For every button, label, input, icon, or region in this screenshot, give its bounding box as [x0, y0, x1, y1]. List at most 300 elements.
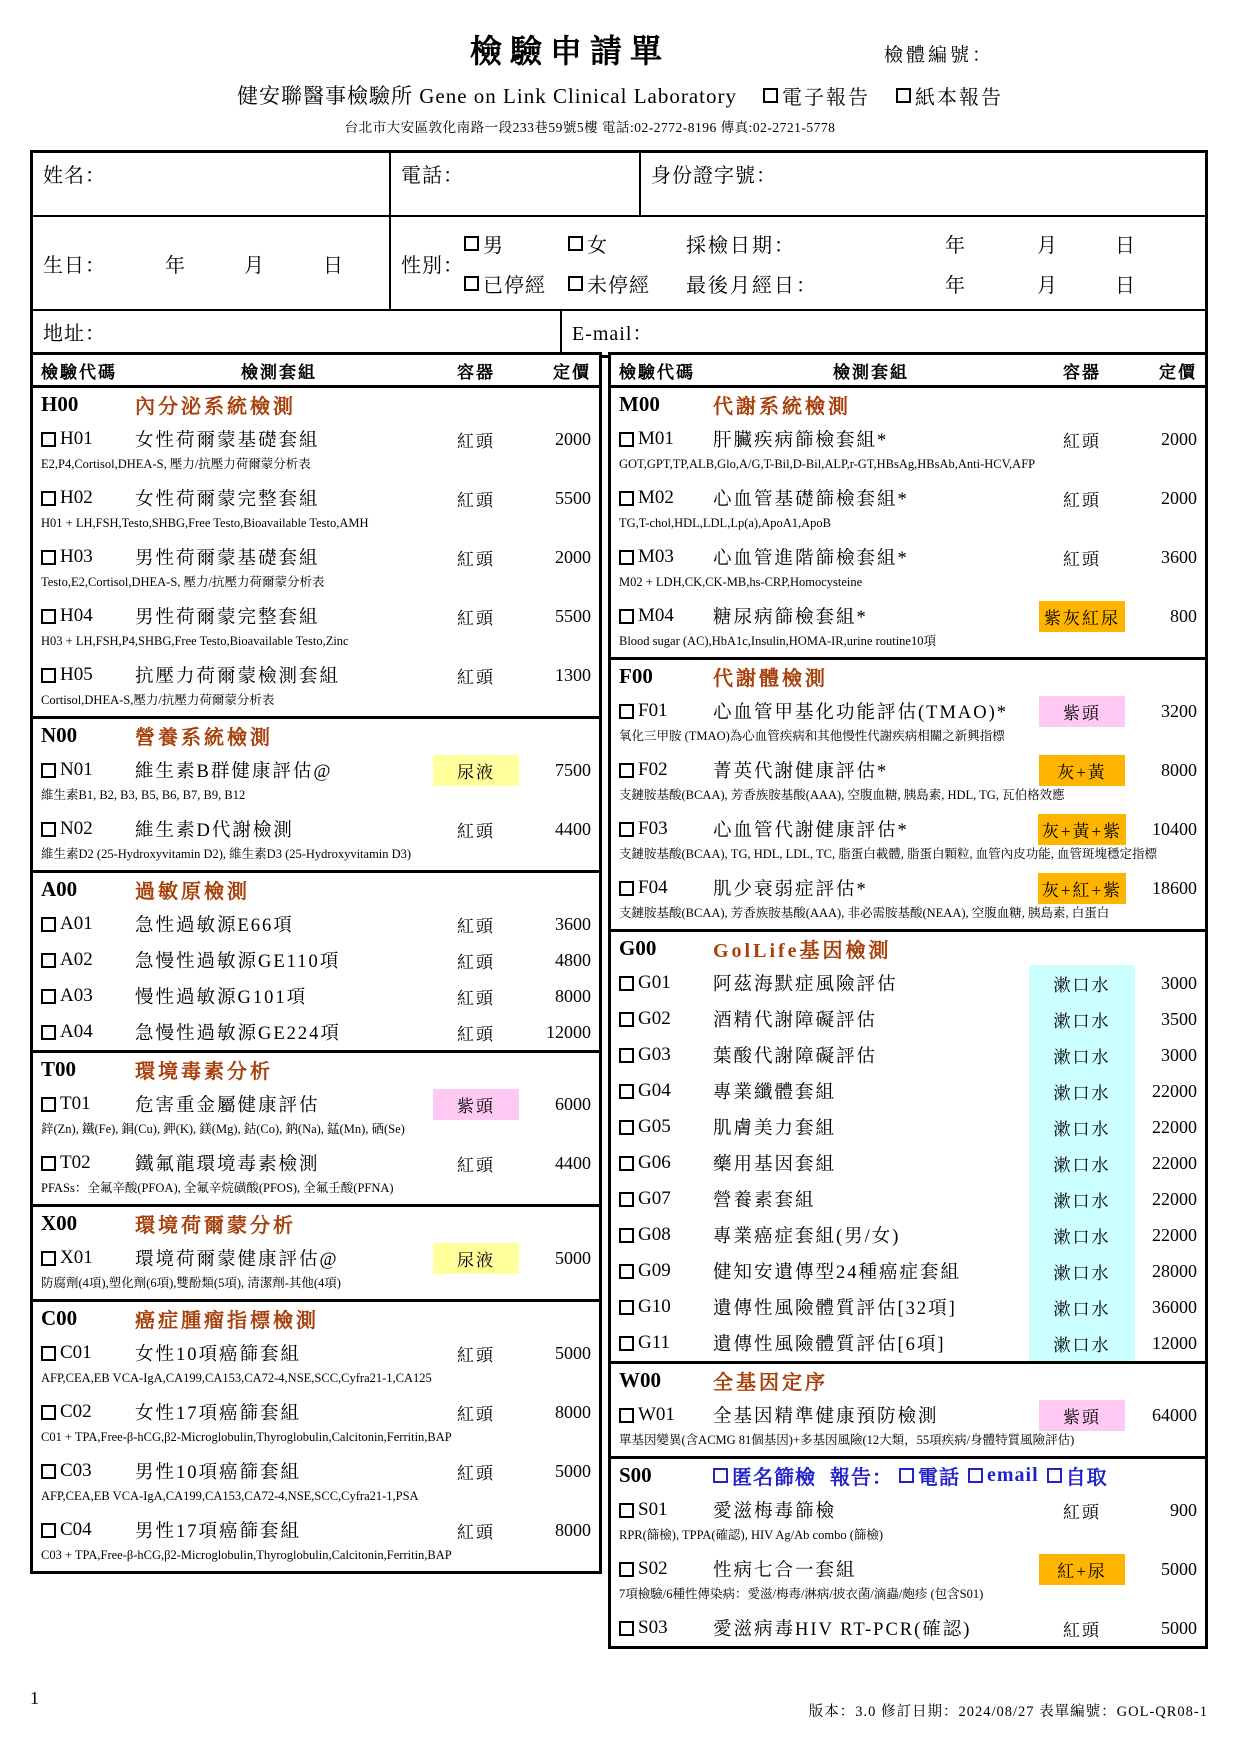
container-highlight: 灰+黃+紫 — [1038, 814, 1126, 845]
C01-checkbox[interactable] — [41, 1346, 56, 1361]
price: 5500 — [555, 487, 591, 508]
F01-checkbox[interactable] — [619, 704, 634, 719]
container-type: 紅頭 — [457, 952, 495, 972]
test-description: AFP,CEA,EB VCA-IgA,CA199,CA153,CA72-4,NSE,SCC,Cyfra21-1,CA125 — [41, 1371, 432, 1385]
price: 3000 — [1161, 1044, 1197, 1065]
test-code: M03 — [638, 546, 674, 567]
test-code-cell — [611, 1001, 713, 1037]
G06-checkbox[interactable] — [619, 1156, 634, 1171]
container-type: 紅頭 — [457, 490, 495, 510]
price: 8000 — [555, 985, 591, 1006]
test-code: C02 — [60, 1401, 92, 1422]
report-method-option-label: 電話 — [918, 1467, 960, 1489]
test-name: 全基因精準健康預防檢測 — [713, 1407, 939, 1427]
container-type — [1029, 1551, 1135, 1587]
address-field[interactable]: 地址： — [43, 323, 106, 345]
test-row-A02 — [33, 942, 599, 978]
test-name: 菁英代謝健康評估* — [713, 762, 889, 782]
test-row-G01 — [611, 965, 1205, 1001]
section-G00 — [611, 929, 1205, 1361]
price: 3500 — [1161, 1008, 1197, 1029]
test-row-C04 — [33, 1512, 599, 1548]
test-table-left — [30, 352, 602, 1574]
test-code-cell — [33, 1145, 135, 1181]
test-code: C04 — [60, 1519, 92, 1540]
test-code-cell — [611, 870, 713, 906]
container-highlight: 尿液 — [433, 1243, 519, 1274]
container-type — [1029, 870, 1135, 906]
checkbox-icon[interactable] — [568, 236, 583, 251]
test-description: Blood sugar (AC),HbA1c,Insulin,HOMA-IR,urine routine10項 — [619, 634, 936, 648]
test-code-cell — [611, 1073, 713, 1109]
price: 6000 — [555, 1093, 591, 1114]
test-code: G11 — [638, 1332, 671, 1353]
container-highlight: 紫頭 — [433, 1089, 519, 1120]
section-X00 — [33, 1204, 599, 1299]
checkbox-icon[interactable] — [896, 88, 911, 103]
G09-checkbox[interactable] — [619, 1264, 634, 1279]
test-row-G08 — [611, 1217, 1205, 1253]
container-type: 紅頭 — [457, 821, 495, 841]
test-row-A03 — [33, 978, 599, 1014]
test-code: F02 — [638, 759, 668, 780]
M04-checkbox[interactable] — [619, 609, 634, 624]
M02-checkbox[interactable] — [619, 491, 634, 506]
test-code: F03 — [638, 818, 668, 839]
test-code-cell — [611, 421, 713, 457]
test-row-F04 — [611, 870, 1205, 906]
price: 900 — [1170, 1499, 1197, 1520]
test-name: 心血管基礎篩檢套組* — [713, 490, 909, 510]
test-code-cell — [611, 1397, 713, 1433]
test-name: 鐵氟龍環境毒素檢測 — [135, 1155, 320, 1175]
C04-checkbox[interactable] — [41, 1523, 56, 1538]
section-title: 內分泌系統檢測 — [135, 396, 296, 418]
phone-field[interactable]: 電話： — [389, 153, 639, 215]
test-name: 葉酸代謝障礙評估 — [713, 1047, 878, 1067]
test-row-C01 — [33, 1335, 599, 1371]
test-code: N02 — [60, 818, 93, 839]
test-description: RPR(篩檢), TPPA(確認), HIV Ag/Ab combo (篩檢) — [619, 1528, 884, 1542]
price: 4400 — [555, 1152, 591, 1173]
test-name: 男性10項癌篩套組 — [135, 1463, 302, 1483]
test-name: 肌少衰弱症評估* — [713, 880, 868, 900]
checkbox-icon[interactable] — [568, 276, 583, 291]
S01-checkbox[interactable] — [619, 1503, 634, 1518]
test-code: M02 — [638, 487, 674, 508]
test-code-cell — [33, 480, 135, 516]
test-row-G04 — [611, 1073, 1205, 1109]
test-description: 鋅(Zn), 鐵(Fe), 銅(Cu), 鉀(K), 鎂(Mg), 鈷(Co), 鈉(Na), 錳(Mn), 硒(Se) — [41, 1122, 405, 1136]
test-code: H01 — [60, 428, 93, 449]
container-type: 漱口水 — [1029, 1181, 1135, 1217]
section-C00 — [33, 1299, 599, 1571]
test-code: T02 — [60, 1152, 91, 1173]
anonymous-screening-header — [713, 1461, 1116, 1490]
A03-checkbox[interactable] — [41, 989, 56, 1004]
anonymous-screening-label: 匿名篩檢 — [732, 1467, 816, 1489]
test-code-cell — [33, 1014, 135, 1050]
section-title: 代謝系統檢測 — [713, 396, 851, 418]
N02-checkbox[interactable] — [41, 822, 56, 837]
test-code: G06 — [638, 1152, 671, 1173]
section-title: 過敏原檢測 — [135, 881, 250, 903]
price: 64000 — [1152, 1404, 1197, 1425]
test-name: 女性荷爾蒙完整套組 — [135, 490, 320, 510]
test-name: 遺傳性風險體質評估[6項] — [713, 1335, 946, 1355]
test-row-H03 — [33, 539, 599, 575]
test-table-right — [608, 352, 1208, 1649]
checkbox-icon[interactable] — [899, 1468, 914, 1483]
section-code: N00 — [41, 723, 78, 747]
price: 22000 — [1152, 1080, 1197, 1101]
test-name: 環境荷爾蒙健康評估@ — [135, 1250, 339, 1270]
container-type: 漱口水 — [1029, 1037, 1135, 1073]
patient-info-table — [30, 150, 1208, 358]
test-description: 7項檢驗/6種性傳染病：愛滋/梅毒/淋病/披衣菌/滴蟲/皰疹 (包含S01) — [619, 1587, 984, 1601]
test-row-H05 — [33, 657, 599, 693]
test-row-M03 — [611, 539, 1205, 575]
test-row-S01 — [611, 1492, 1205, 1528]
test-code-cell — [33, 598, 135, 634]
checkbox-icon[interactable] — [763, 88, 778, 103]
container-type: 紅頭 — [457, 431, 495, 451]
G03-checkbox[interactable] — [619, 1048, 634, 1063]
container-type: 漱口水 — [1029, 1109, 1135, 1145]
section-header-G00 — [611, 932, 1205, 965]
M01-checkbox[interactable] — [619, 432, 634, 447]
report-method-option-label: email — [987, 1464, 1039, 1486]
test-code-cell — [33, 1512, 135, 1548]
container-type — [423, 1240, 529, 1276]
test-code: H05 — [60, 664, 93, 685]
test-code-cell — [611, 598, 713, 634]
price: 22000 — [1152, 1152, 1197, 1173]
section-code: S00 — [619, 1463, 652, 1487]
test-code: G08 — [638, 1224, 671, 1245]
test-name: 抗壓力荷爾蒙檢測套組 — [135, 667, 341, 687]
test-row-G06 — [611, 1145, 1205, 1181]
container-type: 漱口水 — [1029, 965, 1135, 1001]
test-code: G09 — [638, 1260, 671, 1281]
test-code-cell — [33, 1394, 135, 1430]
T01-checkbox[interactable] — [41, 1097, 56, 1112]
S03-checkbox[interactable] — [619, 1621, 634, 1636]
section-code: C00 — [41, 1306, 78, 1330]
test-name: 維生素D代謝檢測 — [135, 821, 294, 841]
test-row-A04 — [33, 1014, 599, 1050]
price: 3200 — [1161, 700, 1197, 721]
test-name: 急性過敏源E66項 — [135, 916, 294, 936]
test-description: H03 + LH,FSH,P4,SHBG,Free Testo,Bioavailable Testo,Zinc — [41, 634, 349, 648]
test-code: H02 — [60, 487, 93, 508]
container-type: 紅頭 — [1063, 490, 1101, 510]
F03-checkbox[interactable] — [619, 822, 634, 837]
test-row-M04 — [611, 598, 1205, 634]
test-code-cell — [33, 978, 135, 1014]
test-code-cell — [33, 1453, 135, 1489]
H04-checkbox[interactable] — [41, 609, 56, 624]
test-name: 專業纖體套組 — [713, 1083, 837, 1103]
W01-checkbox[interactable] — [619, 1408, 634, 1423]
H02-checkbox[interactable] — [41, 491, 56, 506]
test-code-cell — [611, 480, 713, 516]
checkbox-icon[interactable] — [464, 236, 479, 251]
test-row-X01 — [33, 1240, 599, 1276]
H05-checkbox[interactable] — [41, 668, 56, 683]
gender-option-male[interactable]: 男 — [464, 229, 568, 258]
container-highlight: 紫頭 — [1039, 1400, 1125, 1431]
test-description: C03 + TPA,Free-β-hCG,β2-Microglobulin,Thyroglobulin,Calcitonin,Ferritin,BAP — [41, 1548, 452, 1562]
test-code: W01 — [638, 1404, 675, 1425]
test-row-H04 — [33, 598, 599, 634]
T02-checkbox[interactable] — [41, 1156, 56, 1171]
test-code: A01 — [60, 913, 93, 934]
test-row-W01 — [611, 1397, 1205, 1433]
lab-address: 台北市大安區敦化南路一段233巷59號5樓 電話:02-2772-8196 傳真:02-2721-5778 — [344, 120, 836, 135]
test-row-S02 — [611, 1551, 1205, 1587]
anonymous-screening-option[interactable] — [713, 1461, 816, 1490]
M03-checkbox[interactable] — [619, 550, 634, 565]
section-code: A00 — [41, 877, 78, 901]
test-code: S01 — [638, 1499, 668, 1520]
test-row-G10 — [611, 1289, 1205, 1325]
G07-checkbox[interactable] — [619, 1192, 634, 1207]
N01-checkbox[interactable] — [41, 763, 56, 778]
container-highlight: 灰+紅+紫 — [1038, 873, 1126, 904]
section-code: X00 — [41, 1211, 78, 1235]
price: 4400 — [555, 818, 591, 839]
section-F00 — [611, 657, 1205, 929]
container-type: 紅頭 — [457, 916, 495, 936]
price: 5000 — [555, 1247, 591, 1268]
test-code-cell — [611, 1145, 713, 1181]
container-type — [1029, 1397, 1135, 1433]
container-type: 紅頭 — [457, 1024, 495, 1044]
section-A00 — [33, 870, 599, 1050]
test-code-cell — [611, 693, 713, 729]
birthday-field[interactable]: 生日： 年 月 日 — [43, 254, 344, 277]
G05-checkbox[interactable] — [619, 1120, 634, 1135]
checkbox-icon[interactable] — [1047, 1468, 1062, 1483]
test-name: 愛滋病毒HIV RT-PCR(確認) — [713, 1620, 972, 1640]
section-T00 — [33, 1050, 599, 1204]
container-type: 紅頭 — [457, 1345, 495, 1365]
price: 12000 — [1152, 1332, 1197, 1353]
test-description: 單基因變異(含ACMG 81個基因)+多基因風險(12大類，55項疾病/身體特質風險評估) — [619, 1433, 1075, 1447]
test-description: Testo,E2,Cortisol,DHEA-S, 壓力/抗壓力荷爾蒙分析表 — [41, 575, 325, 589]
test-name: 營養素套組 — [713, 1191, 816, 1211]
section-code: W00 — [619, 1368, 661, 1392]
test-row-A01 — [33, 906, 599, 942]
container-type: 漱口水 — [1029, 1145, 1135, 1181]
test-code: C01 — [60, 1342, 92, 1363]
menopause-option-no[interactable]: 未停經 — [568, 269, 686, 298]
X01-checkbox[interactable] — [41, 1251, 56, 1266]
price: 3000 — [1161, 972, 1197, 993]
checkbox-icon[interactable] — [713, 1468, 728, 1483]
test-name: 肌膚美力套組 — [713, 1119, 837, 1139]
price: 10400 — [1152, 818, 1197, 839]
section-header-S00 — [611, 1459, 1205, 1492]
container-type: 漱口水 — [1029, 1001, 1135, 1037]
email-field[interactable]: E-mail： — [560, 311, 1205, 355]
test-code: F01 — [638, 700, 668, 721]
test-code: T01 — [60, 1093, 91, 1114]
gender-option-female[interactable]: 女 — [568, 229, 686, 258]
section-code: M00 — [619, 392, 660, 416]
F02-checkbox[interactable] — [619, 763, 634, 778]
test-code-cell — [611, 1217, 713, 1253]
test-code: S02 — [638, 1558, 668, 1579]
test-description: 支鏈胺基酸(BCAA), TG, HDL, LDL, TC, 脂蛋白載體, 脂蛋白顆粒, 血管內皮功能, 血管斑塊穩定指標 — [619, 847, 1157, 861]
G11-checkbox[interactable] — [619, 1336, 634, 1351]
section-header-F00 — [611, 660, 1205, 693]
price: 12000 — [546, 1021, 591, 1042]
test-name: 女性荷爾蒙基礎套組 — [135, 431, 320, 451]
test-name: 急慢性過敏源GE110項 — [135, 952, 341, 972]
test-row-G05 — [611, 1109, 1205, 1145]
G04-checkbox[interactable] — [619, 1084, 634, 1099]
test-code: G03 — [638, 1044, 671, 1065]
price: 3600 — [555, 913, 591, 934]
price: 2000 — [555, 428, 591, 449]
test-description: 維生素D2 (25-Hydroxyvitamin D2), 維生素D3 (25-Hydroxyvitamin D3) — [41, 847, 412, 861]
container-type: 漱口水 — [1029, 1289, 1135, 1325]
test-name: 慢性過敏源G101項 — [135, 988, 308, 1008]
section-code: T00 — [41, 1057, 77, 1081]
F04-checkbox[interactable] — [619, 881, 634, 896]
test-code-cell — [611, 1325, 713, 1361]
test-name: 維生素B群健康評估@ — [135, 762, 333, 782]
section-header-T00 — [33, 1053, 599, 1086]
test-name: 心血管代謝健康評估* — [713, 821, 909, 841]
G01-checkbox[interactable] — [619, 976, 634, 991]
test-code: G07 — [638, 1188, 671, 1209]
test-code: G05 — [638, 1116, 671, 1137]
test-code: N01 — [60, 759, 93, 780]
report-option-paper[interactable]: 紙本報告 — [896, 81, 1003, 110]
report-option-electronic[interactable]: 電子報告 — [763, 81, 870, 110]
price: 22000 — [1152, 1116, 1197, 1137]
test-name: 酒精代謝障礙評估 — [713, 1011, 878, 1031]
G08-checkbox[interactable] — [619, 1228, 634, 1243]
C03-checkbox[interactable] — [41, 1464, 56, 1479]
gender-and-dates-cell: 性別： 男 女 採檢日期： 年 月 日 已停經 未停經 最後月經日： 年 月 日 — [389, 217, 1205, 309]
test-code: A02 — [60, 949, 93, 970]
test-code-cell — [611, 1037, 713, 1073]
form-version-line: 版本：3.0 修訂日期：2024/08/27 表單編號：GOL-QR08-1 — [808, 1704, 1208, 1720]
test-code-cell — [33, 539, 135, 575]
container-highlight: 紫頭 — [1039, 696, 1125, 727]
test-code-cell — [33, 942, 135, 978]
container-type: 漱口水 — [1029, 1325, 1135, 1361]
table-header: 檢驗代碼 檢測套組 容器 定價 — [611, 355, 1205, 388]
sample-date-label: 採檢日期： — [686, 234, 796, 257]
container-type: 紅頭 — [457, 1463, 495, 1483]
section-S00 — [611, 1456, 1205, 1646]
test-code-cell — [33, 752, 135, 788]
container-type — [423, 752, 529, 788]
report-method-option-2[interactable] — [968, 1464, 1039, 1487]
container-type: 紅頭 — [457, 549, 495, 569]
test-row-H01 — [33, 421, 599, 457]
H01-checkbox[interactable] — [41, 432, 56, 447]
id-number-field[interactable]: 身份證字號： — [639, 153, 1205, 215]
G02-checkbox[interactable] — [619, 1012, 634, 1027]
gender-label: 性別： — [401, 254, 464, 277]
price: 7500 — [555, 759, 591, 780]
test-row-F02 — [611, 752, 1205, 788]
test-name: 女性10項癌篩套組 — [135, 1345, 302, 1365]
section-header-M00 — [611, 388, 1205, 421]
test-row-C02 — [33, 1394, 599, 1430]
test-description: 氧化三甲胺 (TMAO)為心血管疾病和其他慢性代謝疾病相關之新興指標 — [619, 729, 1005, 743]
checkbox-icon[interactable] — [968, 1468, 983, 1483]
section-code: G00 — [619, 936, 657, 960]
section-header-W00 — [611, 1364, 1205, 1397]
container-type: 紅頭 — [1063, 1620, 1101, 1640]
checkbox-icon[interactable] — [464, 276, 479, 291]
test-name: 危害重金屬健康評估 — [135, 1096, 320, 1116]
menopause-option-yes[interactable]: 已停經 — [464, 269, 568, 298]
container-type: 漱口水 — [1029, 1217, 1135, 1253]
test-description: 支鏈胺基酸(BCAA), 芳香族胺基酸(AAA), 空腹血糖, 胰島素, HDL, TG, 瓦伯格效應 — [619, 788, 1065, 802]
name-field[interactable]: 姓名： — [43, 165, 106, 187]
test-code: G10 — [638, 1296, 671, 1317]
S02-checkbox[interactable] — [619, 1562, 634, 1577]
test-code-cell — [611, 965, 713, 1001]
test-code-cell — [33, 657, 135, 693]
G10-checkbox[interactable] — [619, 1300, 634, 1315]
C02-checkbox[interactable] — [41, 1405, 56, 1420]
A01-checkbox[interactable] — [41, 917, 56, 932]
test-description: 維生素B1, B2, B3, B5, B6, B7, B9, B12 — [41, 788, 246, 802]
section-title: GolLife基因檢測 — [713, 940, 892, 962]
section-N00 — [33, 716, 599, 870]
section-W00 — [611, 1361, 1205, 1456]
test-code: G01 — [638, 972, 671, 993]
section-code: F00 — [619, 664, 653, 688]
test-description: GOT,GPT,TP,ALB,Glo,A/G,T-Bil,D-Bil,ALP,r-GT,HBsAg,HBsAb,Anti-HCV,AFP — [619, 457, 1036, 471]
H03-checkbox[interactable] — [41, 550, 56, 565]
test-name: 糖尿病篩檢套組* — [713, 608, 868, 628]
test-name: 急慢性過敏源GE224項 — [135, 1024, 341, 1044]
test-code: F04 — [638, 877, 668, 898]
price: 8000 — [555, 1401, 591, 1422]
test-row-G11 — [611, 1325, 1205, 1361]
test-row-S03 — [611, 1610, 1205, 1646]
test-row-F03 — [611, 811, 1205, 847]
price: 800 — [1170, 605, 1197, 626]
container-type: 紅頭 — [457, 1155, 495, 1175]
test-code-cell — [611, 539, 713, 575]
test-code-cell — [33, 811, 135, 847]
test-row-T01 — [33, 1086, 599, 1122]
report-method-option-3[interactable] — [1047, 1461, 1108, 1490]
section-title: 代謝體檢測 — [713, 668, 828, 690]
test-row-N02 — [33, 811, 599, 847]
report-method-option-1[interactable] — [899, 1461, 960, 1490]
container-type: 漱口水 — [1029, 1073, 1135, 1109]
test-code-cell — [33, 1086, 135, 1122]
A02-checkbox[interactable] — [41, 953, 56, 968]
price: 5000 — [1161, 1558, 1197, 1579]
test-name: 愛滋梅毒篩檢 — [713, 1502, 837, 1522]
price: 2000 — [1161, 428, 1197, 449]
test-code-cell — [611, 811, 713, 847]
A04-checkbox[interactable] — [41, 1025, 56, 1040]
